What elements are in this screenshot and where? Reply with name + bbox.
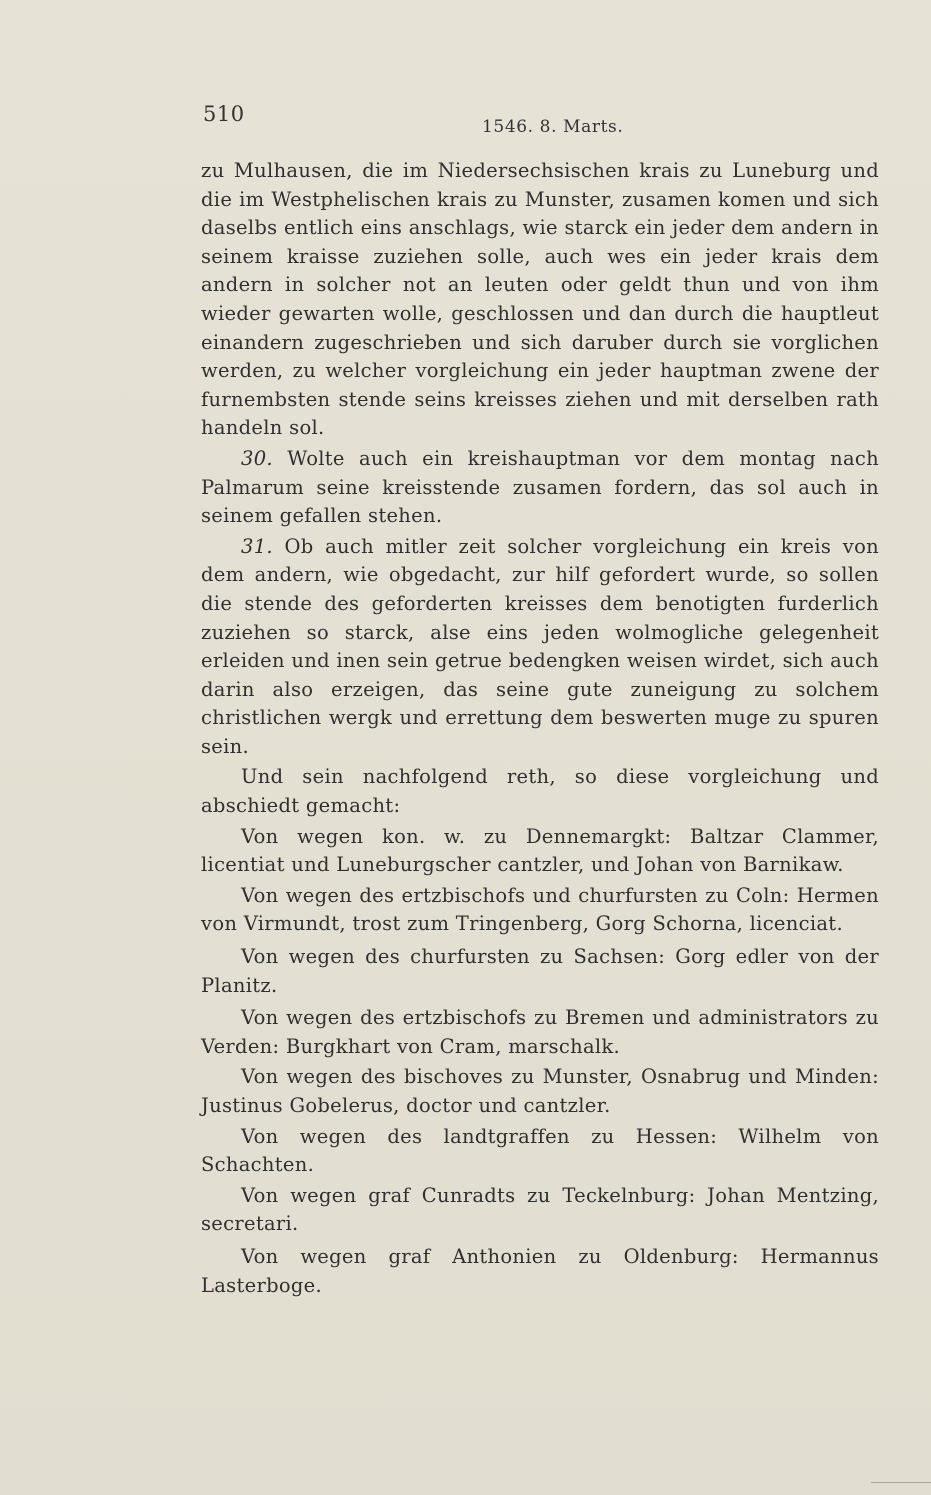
- article-number: 30.: [241, 446, 273, 470]
- paragraph-text: Von wegen graf Cunradts zu Teckelnburg: Johan Mentzing, secretari.: [201, 1183, 879, 1236]
- page-edge-line: [871, 1482, 931, 1483]
- paragraph-text: Von wegen des bischoves zu Munster, Osnabrug und Minden: Justinus Gobelerus, doctor und cantzler.: [201, 1065, 879, 1117]
- paragraph-text: Von wegen des ertzbischofs und churfursten zu Coln: Hermen von Virmundt, trost zum Tringenberg, Gorg Schorna, licenciat.: [201, 883, 879, 936]
- page-number: 510: [203, 102, 245, 126]
- paragraph-councillor-entry: [201, 1123, 879, 1180]
- paragraph-councillor-entry: [201, 943, 879, 1000]
- paragraph-text: Von wegen graf Anthonien zu Oldenburg: Hermannus Lasterboge.: [201, 1244, 879, 1297]
- paragraph-text: zu Mulhausen, die im Niedersechsischen krais zu Luneburg und die im Westphelischen krais zu Munster, zusamen komen und sich daselbs entlich eins anschlags, wie starck ein jeder dem andern in seinem kraisse zuziehen solle, auch wes ein jeder krais dem andern in solcher not an leuten oder geldt thun und von ihm wieder gewarten wolle, geschlossen und dan durch die hauptleut einandern zugeschrieben und sich daruber durch sie vorglichen werden, zu welcher vorgleichung ein jeder hauptman zwene der furnembsten stende seins kreisses ziehen und mit derselben rath handeln sol.: [201, 159, 879, 440]
- paragraph-councillor-entry: [201, 1004, 879, 1061]
- paragraph-councillor-entry: [201, 1243, 879, 1300]
- paragraph-text: Von wegen des landtgraffen zu Hessen: Wilhelm von Schachten.: [201, 1124, 879, 1177]
- paragraph-article-31: [201, 533, 879, 762]
- paragraph-text: Von wegen kon. w. zu Dennemargkt: Baltzar Clammer, licentiat und Luneburgscher cantzler, und Johan von Barnikaw.: [201, 824, 879, 877]
- paragraph-text: Und sein nachfolgend reth, so diese vorgleichung und abschiedt gemacht:: [201, 765, 879, 818]
- paragraph-councillors-intro: [201, 763, 879, 820]
- paragraph-continuation: [201, 157, 879, 443]
- paragraph-text: Von wegen des churfursten zu Sachsen: Gorg edler von der Planitz.: [201, 945, 879, 997]
- paragraph-councillor-entry: [201, 1182, 879, 1239]
- paragraph-councillor-entry: [201, 882, 879, 939]
- paragraph-councillor-entry: [201, 1063, 879, 1120]
- body-text: [201, 157, 879, 1300]
- running-head: 1546. 8. Marts.: [482, 117, 624, 137]
- paragraph-text: Von wegen des ertzbischofs zu Bremen und administrators zu Verden: Burgkhart von Cram, marschalk.: [201, 1006, 879, 1058]
- paragraph-text: Wolte auch ein kreishauptman vor dem montag nach Palmarum seine kreisstende zusamen fordern, das sol auch in seinem gefallen stehen.: [201, 446, 880, 528]
- article-number: 31.: [241, 534, 273, 558]
- paragraph-councillor-entry: [201, 823, 879, 880]
- paragraph-text: Ob auch mitler zeit solcher vorgleichung ein kreis von dem andern, wie obgedacht, zur hilf gefordert wurde, so sollen die stende des geforderten kreisses dem benotigten furderlich zuziehen so starck, alse eins jeden wolmogliche gelegenheit erleiden und inen sein getrue bedengken weisen wirdet, sich auch darin also erzeigen, das seine gute zuneigung zu solchem christlichen wergk und errettung dem beswerten muge zu spuren sein.: [201, 534, 879, 758]
- paragraph-article-30: [201, 445, 879, 531]
